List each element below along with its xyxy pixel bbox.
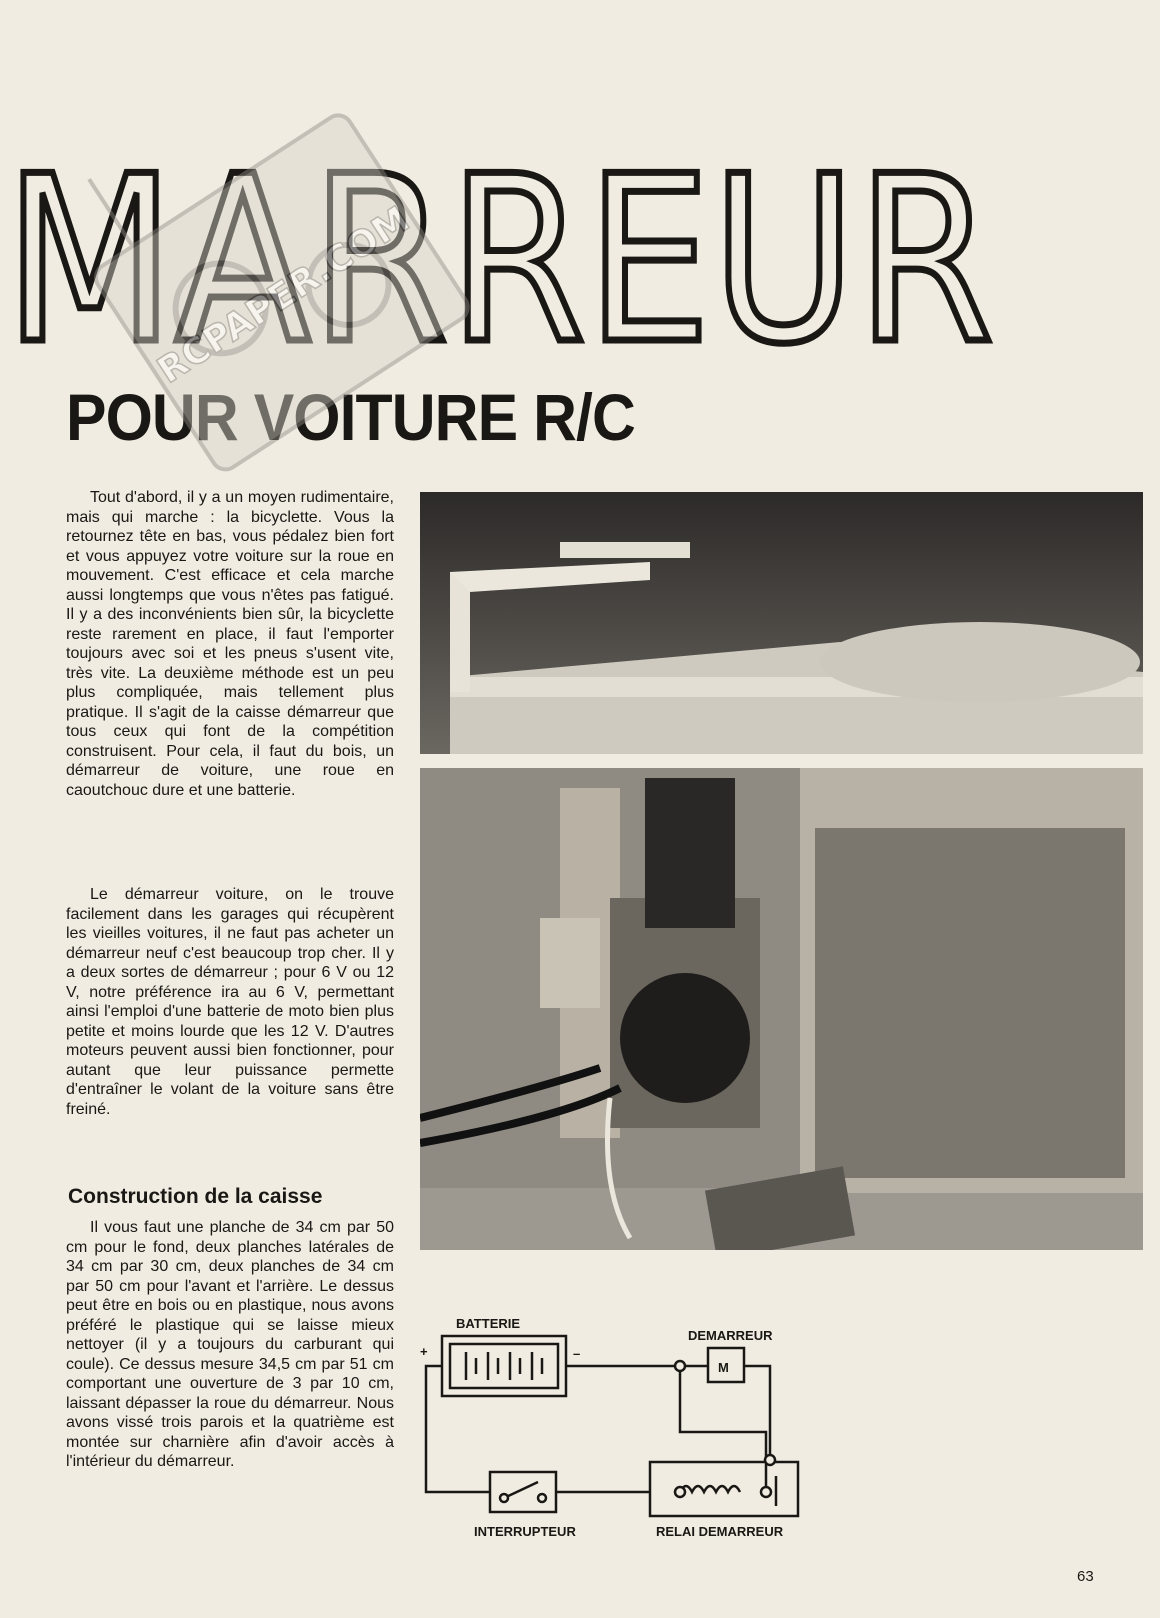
photo-starter-box [420, 492, 1143, 754]
watermark-logo [80, 90, 500, 520]
relay-label: RELAI DEMARREUR [656, 1524, 784, 1539]
subtitle: POUR VOITURE R/C [66, 380, 635, 454]
body-column-top [66, 488, 394, 800]
motor-label: M [718, 1360, 729, 1375]
paragraph-2: Le démarreur voiture, on le trouve facilement dans les garages qui récupèrent les vieilles voitures, il ne faut pas acheter un démarreur neuf c'est beaucoup trop cher. Il y a deux sortes de démarreur ; pour 6 V ou 12 V, notre préférence ira au 6 V, permettant ainsi l'emploi d'une batterie de moto bien plus petite et moins lourde que les 12 V. D'autres moteurs peuvent aussi bien fonctionner, pour autant que leur puissance permette d'entraîner le volant de la voiture sans être freiné. [66, 886, 394, 1118]
switch-label: INTERRUPTEUR [474, 1524, 576, 1539]
battery-label: BATTERIE [456, 1316, 521, 1331]
starter-label: DEMARREUR [688, 1328, 773, 1343]
battery-plus-label: + [420, 1344, 428, 1359]
circuit-diagram [418, 1308, 828, 1558]
section-heading: Construction de la caisse [68, 1185, 323, 1208]
main-title-text: MARREUR [4, 140, 994, 365]
battery-minus-label: – [573, 1346, 581, 1361]
body-column-middle [66, 885, 394, 1119]
paragraph-1: Tout d'abord, il y a un moyen rudimentaire, mais qui marche : la bicyclette. Vous la retournez tête en bas, vous pédalez bien fort et vous appuyez votre voiture sur la roue en mouvement. C'est efficace et cela marche aussi longtemps que vous n'êtes pas fatigué. Il y a des inconvénients bien sûr, la bicyclette reste rarement en place, il faut l'emporter toujours avec soi et les pneus s'usent vite, très vite. La deuxième méthode est un peu plus compliquée, mais tellement plus pratique. Il s'agit de la caisse démarreur que tous ceux qui font de la compétition construisent. Pour cela, il faut du bois, un démarreur de voiture, une roue en caoutchouc dure et une batterie. [66, 489, 394, 799]
page-number: 63 [1077, 1568, 1094, 1585]
paragraph-3: Il vous faut une planche de 34 cm par 50 cm pour le fond, deux planches latérales de 34 cm par 30 cm, deux planches de 34 cm par 50 cm pour l'avant et l'arrière. Le dessus peut être en bois ou en plastique, nous avons préféré le plastique qui se laisse mieux nettoyer (il y a toujours du carburant qui coule). Ce dessus mesure 34,5 cm par 51 cm comportant une ouverture de 3 par 10 cm, laissant dépasser la roue du démarreur. Nous avons vissé trois parois et la quatrième est montée sur charnière afin d'avoir accès à l'intérieur du démarreur. [66, 1219, 394, 1470]
body-column-bottom [66, 1218, 394, 1472]
watermark-text: RCPAPER.COM [150, 198, 417, 392]
